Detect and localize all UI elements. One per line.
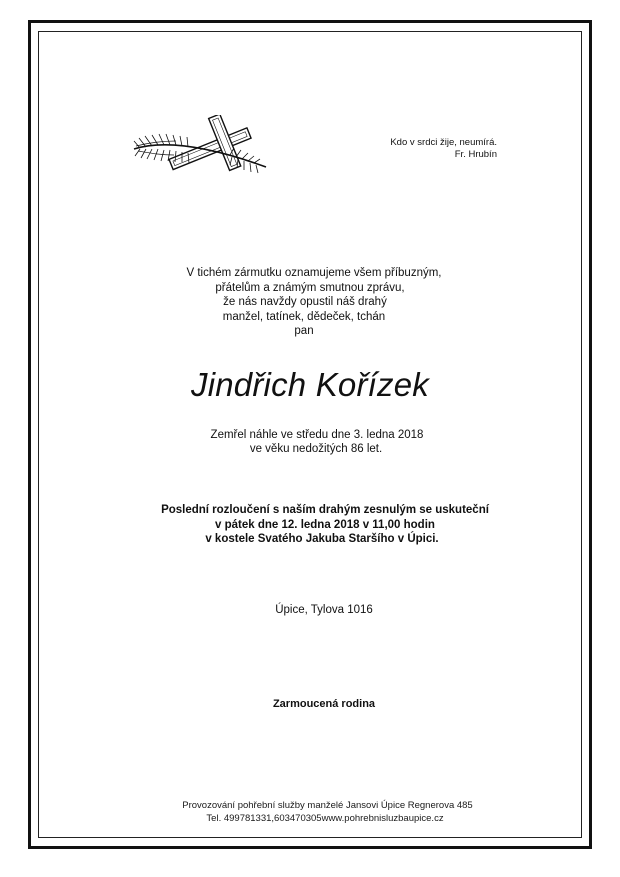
deceased-name: Jindřich Kořízek [191,366,429,403]
family-text: Zarmoucená rodina [272,698,376,710]
funeral-service-footer [0,799,620,825]
intro-line: že nás navždy opustil náš drahý [223,296,387,308]
death-notice [0,428,620,456]
family-signature [0,697,620,711]
death-line: Zemřel náhle ve středu dne 3. ledna 2018 [210,429,424,441]
death-line: ve věku nedožitých 86 let. [249,443,383,455]
farewell-line: v kostele Svatého Jakuba Staršího v Úpici. [205,533,439,545]
cross-with-palm-branch-icon [130,115,270,185]
intro-line: přátelům a známým smutnou zprávu, [215,281,405,294]
funeral-details [0,503,620,547]
intro-line: manžel, tatínek, dědeček, tchán [222,310,386,323]
intro-line: pan [294,325,314,337]
intro-line: V tichém zármutku oznamujeme všem příbuzným, [186,267,442,279]
footer-line: Provozování pohřební služby manželé Jansovi Úpice Regnerova 485 [182,800,473,811]
epitaph-quote [390,137,497,161]
family-address [0,603,620,617]
quote-author: Fr. Hrubín [454,149,497,160]
address-text: Úpice, Tylova 1016 [275,604,373,616]
footer-line: Tel. 499781331,603470305www.pohrebnisluzbaupice.cz [206,813,444,824]
farewell-line: v pátek dne 12. ledna 2018 v 11,00 hodin [215,518,435,531]
quote-text: Kdo v srdci žije, neumírá. [390,137,497,148]
farewell-line: Poslední rozloučení s naším drahým zesnulým se uskuteční [161,504,489,516]
announcement-intro [0,266,620,339]
